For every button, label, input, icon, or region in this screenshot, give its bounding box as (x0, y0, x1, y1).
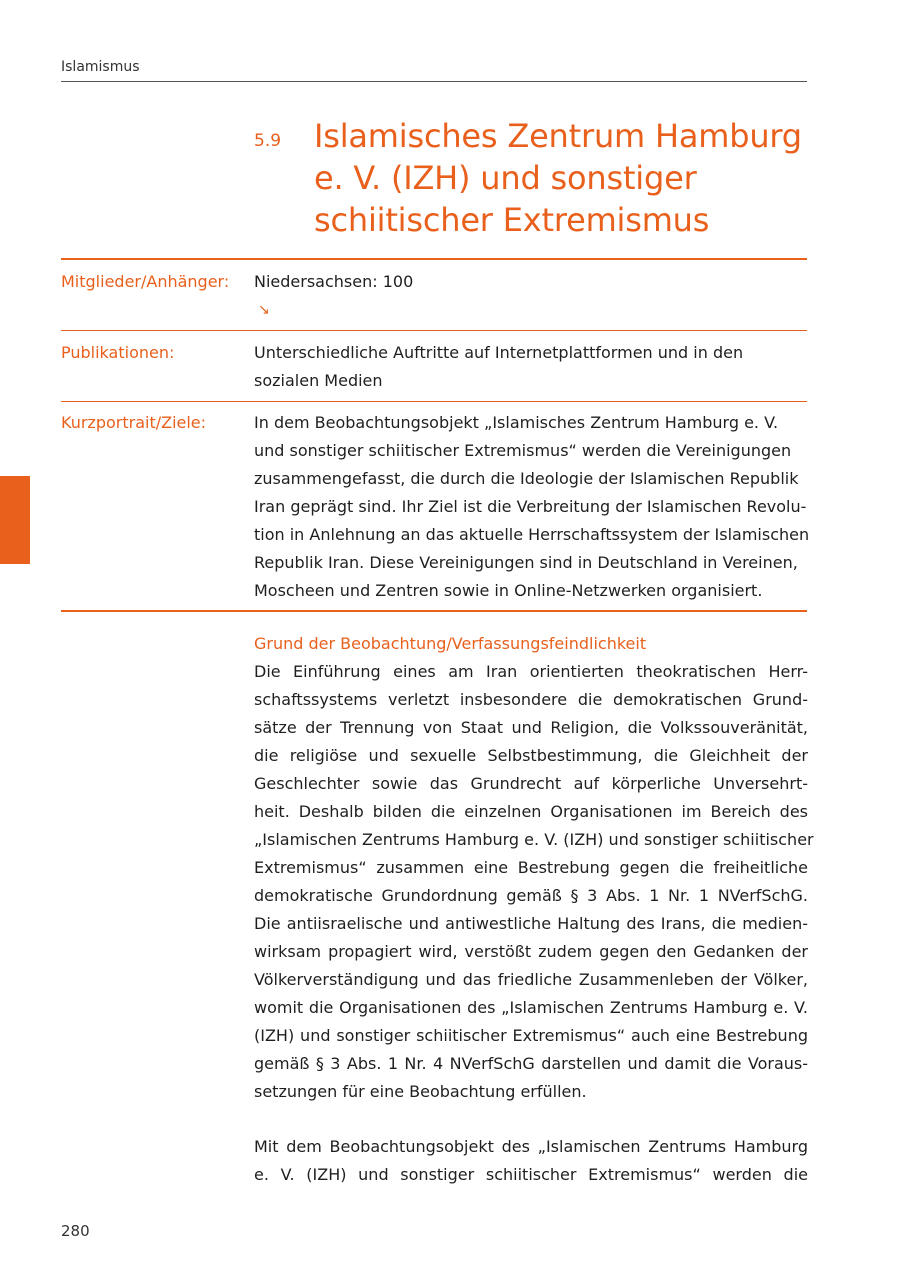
paragraph-line: wirksam propagiert wird, verstößt zudem gegen den Gedanken der (254, 942, 808, 961)
publications-value (254, 339, 807, 395)
running-header: Islamismus (61, 59, 140, 75)
paragraph-line: Extremismus“ zusammen eine Bestrebung gegen die freiheitliche (254, 858, 808, 877)
info-table (61, 258, 810, 612)
members-label: Mitglieder/Anhänger: (61, 272, 230, 291)
paragraph-line: Mit dem Beobachtungsobjekt des „Islamischen Zentrums Hamburg (254, 1137, 808, 1156)
chapter-side-tab (0, 476, 30, 564)
paragraph-line: heit. Deshalb bilden die einzelnen Organisationen im Bereich des (254, 802, 808, 821)
portrait-line: und sonstiger schiitischer Extremismus“ werden die Vereinigungen (254, 441, 792, 460)
chapter-number: 5.9 (254, 131, 282, 151)
trend-down-icon: ↘ (258, 302, 270, 318)
publications-row (61, 331, 807, 401)
portrait-line: Moscheen und Zentren sowie in Online-Netzwerken organisiert. (254, 581, 763, 600)
paragraph-line: schaftssystems verletzt insbesondere die demokratischen Grund- (254, 690, 808, 709)
publications-line: sozialen Medien (254, 371, 383, 390)
chapter-title-line: schiitischer Extremismus (314, 201, 710, 239)
portrait-line: zusammengefasst, die durch die Ideologie der Islamischen Republik (254, 469, 799, 488)
page-number: 280 (61, 1222, 90, 1240)
body-paragraph (254, 1133, 808, 1189)
portrait-row (61, 402, 810, 610)
portrait-line: Republik Iran. Diese Vereinigungen sind in Deutschland in Vereinen, (254, 553, 798, 572)
publications-line: Unterschiedliche Auftritte auf Internetplattformen und in den (254, 343, 744, 362)
chapter-title-line: e. V. (IZH) und sonstiger (314, 159, 697, 197)
paragraph-line: Die antiisraelische und antiwestliche Haltung des Irans, die medien- (254, 914, 808, 933)
portrait-line: tion in Anlehnung an das aktuelle Herrschaftssystem der Islamischen (254, 525, 810, 544)
publications-label: Publikationen: (61, 343, 175, 362)
portrait-line: In dem Beobachtungsobjekt „Islamisches Zentrum Hamburg e. V. (254, 413, 779, 432)
paragraph-line: „Islamischen Zentrums Hamburg e. V. (IZH) und sonstiger schiitischer (254, 830, 814, 849)
paragraph-line: Geschlechter sowie das Grundrecht auf körperliche Unversehrt- (254, 774, 808, 793)
paragraph-line: gemäß § 3 Abs. 1 Nr. 4 NVerfSchG darstellen und damit die Voraus- (254, 1054, 808, 1073)
paragraph-line: setzungen für eine Beobachtung erfüllen. (254, 1082, 587, 1101)
body-paragraph (254, 658, 814, 1106)
chapter-title-line: Islamisches Zentrum Hamburg (314, 117, 802, 155)
table-bottom-rule (61, 610, 807, 612)
paragraph-line: sätze der Trennung von Staat und Religion, die Volkssouveränität, (254, 718, 808, 737)
members-row (61, 260, 807, 330)
paragraph-line: e. V. (IZH) und sonstiger schiitischer Extremismus“ werden die (254, 1165, 808, 1184)
paragraph-line: womit die Organisationen des „Islamischen Zentrums Hamburg e. V. (254, 998, 808, 1017)
portrait-label: Kurzportrait/Ziele: (61, 413, 207, 432)
portrait-line: Iran geprägt sind. Ihr Ziel ist die Verbreitung der Islamischen Revolu- (254, 497, 807, 516)
body-section (254, 630, 814, 1189)
header-rule (61, 81, 807, 82)
chapter-title (314, 115, 814, 241)
paragraph-line: (IZH) und sonstiger schiitischer Extremismus“ auch eine Bestrebung (254, 1026, 808, 1045)
paragraph-line: die religiöse und sexuelle Selbstbestimmung, die Gleichheit der (254, 746, 808, 765)
paragraph-line: demokratische Grundordnung gemäß § 3 Abs. 1 Nr. 1 NVerfSchG. (254, 886, 808, 905)
members-value-cell (254, 268, 807, 324)
paragraph-line: Die Einführung eines am Iran orientierten theokratischen Herr- (254, 662, 808, 681)
portrait-value (254, 409, 809, 605)
section-heading: Grund der Beobachtung/Verfassungsfeindlichkeit (254, 634, 647, 653)
paragraph-line: Völkerverständigung und das friedliche Zusammenleben der Völker, (254, 970, 808, 989)
members-value: Niedersachsen: 100 (254, 272, 414, 291)
